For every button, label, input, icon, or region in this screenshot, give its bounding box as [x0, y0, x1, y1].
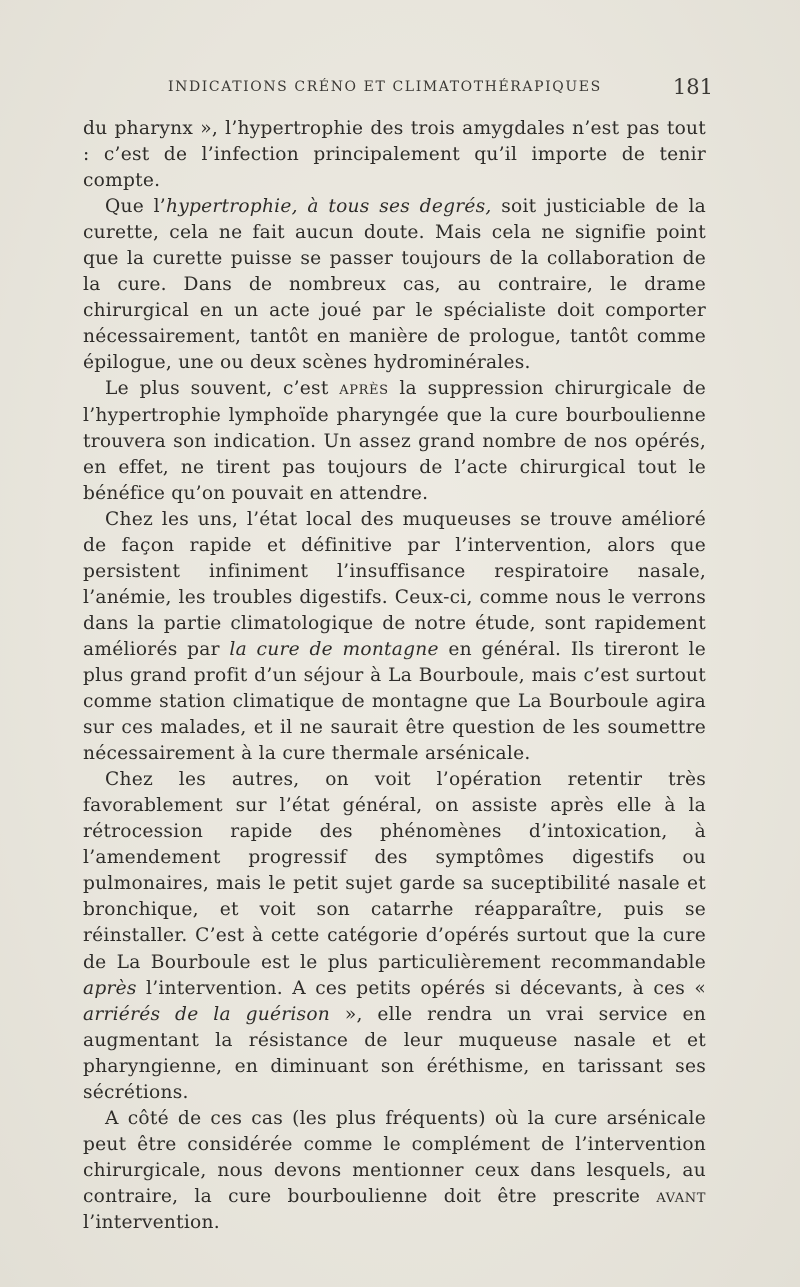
inline-italic: hypertrophie, à tous ses degrés,: [165, 196, 492, 218]
paragraph: [83, 116, 706, 194]
body-text: [83, 116, 706, 1236]
text-segment: en général. Ils tireront le plus grand profit d’un séjour à La Bourboule, mais c’est surtout comme station climatique de montagne que La Bourboule agira sur ces malades, et il ne saurait être question de les soumettre nécessairement à la cure thermale arsénicale.: [83, 638, 706, 765]
text-segment: soit justiciable de la curette, cela ne fait aucun doute. Mais cela ne signifie point que la curette puisse se passer toujours de la collaboration de la cure. Dans de nombreux cas, au contraire, le drame chirurgical en un acte joué par le spécialiste doit comporter nécessairement, tantôt en manière de prologue, tantôt comme épilogue, une ou deux scènes hydrominérales.: [83, 196, 706, 374]
text-segment: », elle rendra un vrai service en augmentant la résistance de leur muqueuse nasale et et pharyngienne, en diminuant son éréthisme, en tarissant ses sécrétions.: [83, 1003, 706, 1103]
text-segment: Chez les uns, l’état local des muqueuses se trouve amélioré de façon rapide et définitive par l’intervention, alors que persistent infiniment l’insuffisance respiratoire nasale, l’anémie, les troubles digestifs. Ceux-ci, comme nous le verrons dans la partie climatologique de notre étude, sont rapidement améliorés par: [83, 508, 706, 660]
text-segment: Chez les autres, on voit l’opération retentir très favorablement sur l’état général, on assiste après elle à la rétrocession rapide des phénomènes d’intoxication, à l’amendement progressif des symptômes digestifs ou pulmonaires, mais le petit sujet garde sa suceptibilité nasale et bronchique, et voit son catarrhe réapparaître, puis se réinstaller. C’est à cette catégorie d’opérés surtout que la cure de La Bourboule est le plus particulièrement recommandable: [83, 769, 706, 973]
text-segment: Que l’: [105, 196, 166, 218]
paragraph: [83, 767, 706, 1106]
inline-italic: après: [83, 977, 137, 999]
inline-smallcaps: avant: [656, 1185, 706, 1207]
inline-italic: la cure de montagne: [229, 638, 439, 660]
page-number: 181: [672, 75, 713, 99]
inline-italic: arriérés de la guérison: [83, 1003, 331, 1025]
paragraph: [83, 507, 706, 767]
text-segment: du pharynx », l’hypertrophie des trois amygdales n’est pas tout : c’est de l’infection principalement qu’il importe de tenir compte.: [83, 118, 706, 192]
text-segment: l’intervention.: [83, 1211, 220, 1233]
paragraph: [83, 1106, 706, 1236]
text-segment: A côté de ces cas (les plus fréquents) où la cure arsénicale peut être considérée comme le complément de l’intervention chirurgicale, nous devons mentionner ceux dans lesquels, au contraire, la cure bourboulienne doit être prescrite: [83, 1107, 706, 1207]
paragraph: [83, 194, 706, 376]
running-title: INDICATIONS CRÉNO ET CLIMATOTHÉRAPIQUES: [168, 79, 602, 95]
running-header: [168, 75, 713, 101]
text-segment: l’intervention. A ces petits opérés si décevants, à ces «: [136, 977, 706, 999]
text-segment: Le plus souvent, c’est: [105, 378, 340, 400]
text-segment: la suppression chirurgicale de l’hypertrophie lymphoïde pharyngée que la cure bourboulienne trouvera son indication. Un assez grand nombre de nos opérés, en effet, ne tirent pas toujours de l’acte chirurgical tout le bénéfice qu’on pouvait en attendre.: [83, 378, 706, 504]
inline-smallcaps: après: [339, 378, 389, 400]
paragraph: [83, 376, 706, 506]
